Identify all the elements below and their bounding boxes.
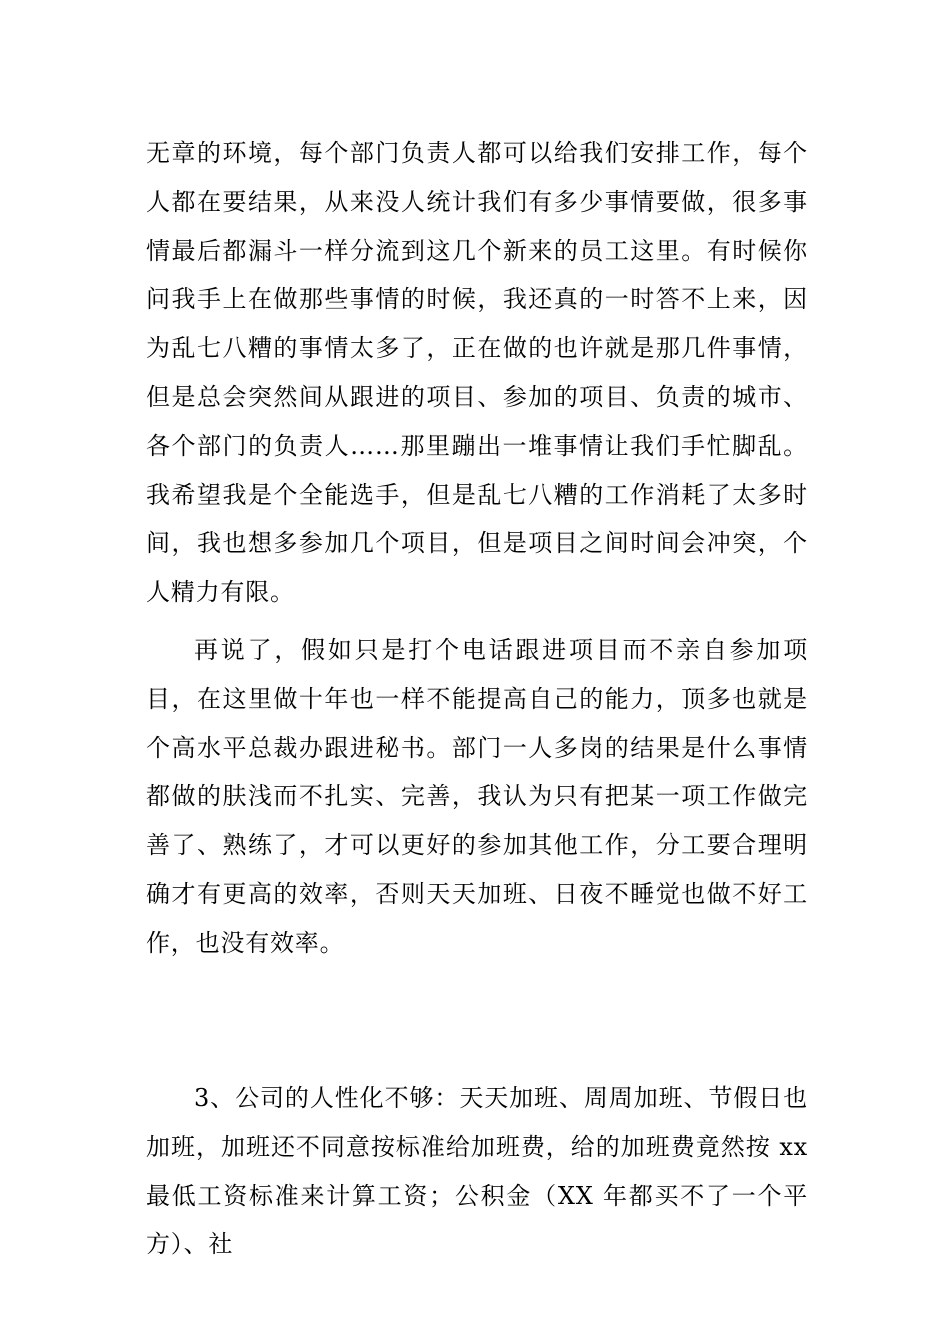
body-paragraph-continued: 无章的环境，每个部门负责人都可以给我们安排工作，每个人都在要结果，从来没人统计我们有多少事情要做，很多事情最后都漏斗一样分流到这几个新来的员工这里。有时候你问我手上在做那些事情的时候，我还真的一时答不上来，因为乱七八糟的事情太多了，正在做的也许就是那几件事情，但是总会突然间从跟进的项目、参加的项目、负责的城市、各个部门的负责人……那里蹦出一堆事情让我们手忙脚乱。我希望我是个全能选手，但是乱七八糟的工作消耗了太多时间，我也想多参加几个项目，但是项目之间时间会冲突，个人精力有限。 — [146, 139, 808, 607]
body-paragraph-humanization: 3、公司的人性化不够：天天加班、周周加班、节假日也加班，加班还不同意按标准给加班费，给的加班费竟然按 xx 最低工资标准来计算工资；公积金（XX 年都买不了一个平方）、社 — [146, 1084, 808, 1259]
body-paragraph-efficiency: 再说了，假如只是打个电话跟进项目而不亲自参加项目，在这里做十年也一样不能提高自己的能力，顶多也就是个高水平总裁办跟进秘书。部门一人多岗的结果是什么事情都做的肤浅而不扎实、完善，我认为只有把某一项工作做完善了、熟练了，才可以更好的参加其他工作，分工要合理明确才有更高的效率，否则天天加班、日夜不睡觉也做不好工作，也没有效率。 — [146, 636, 808, 957]
